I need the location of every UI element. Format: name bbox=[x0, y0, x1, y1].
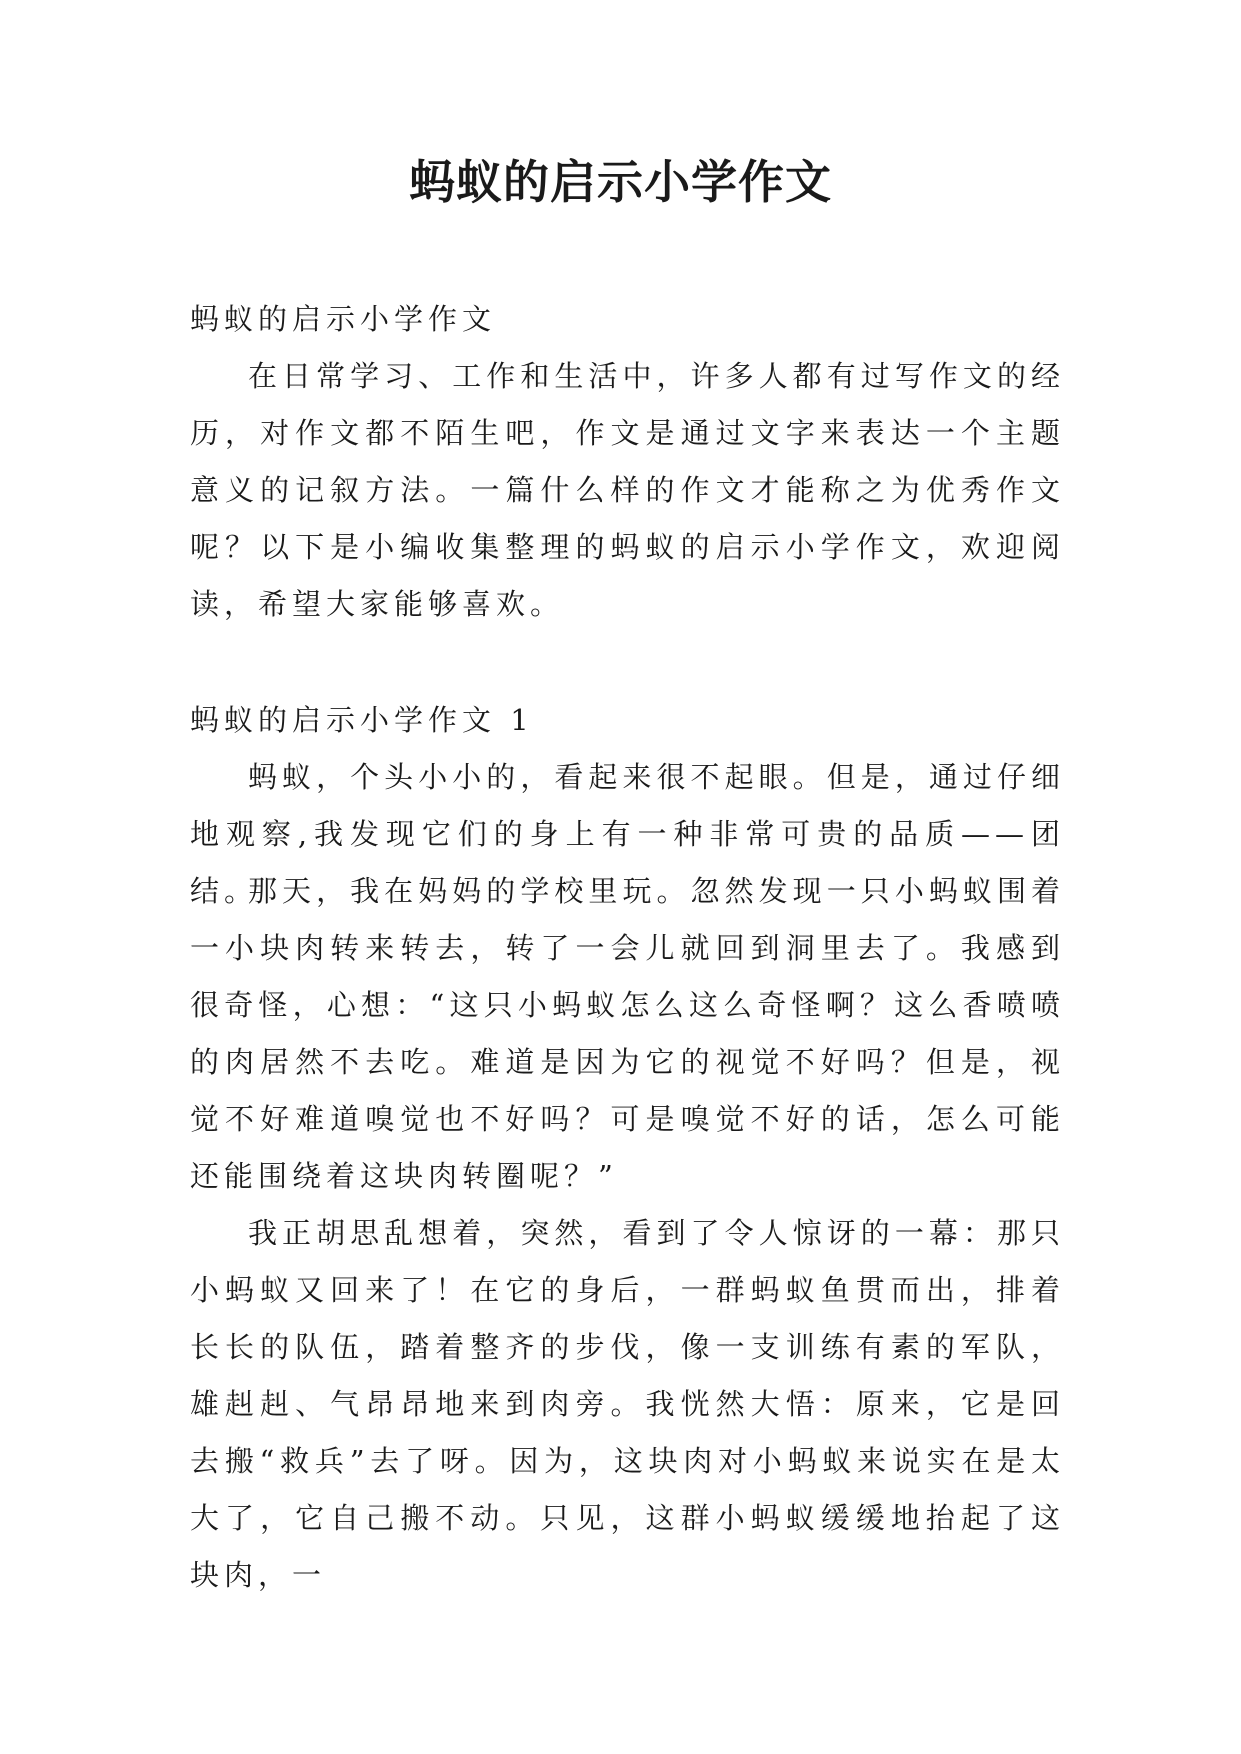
document-title: 蚂蚁的启示小学作文 bbox=[409, 155, 832, 209]
section-1-paragraph-2: 那天，我在妈妈的学校里玩。忽然发现一只小蚂蚁围着一小块肉转来转去，转了一会儿就回到洞里去了。我感到很奇怪，心想：“这只小蚂蚁怎么这么奇怪啊？这么香喷喷的肉居然不去吃。难道是因为它的视觉不好吗？但是，视觉不好难道嗅觉也不好吗？可是嗅觉不好的话，怎么可能还能围绕着这块肉转圈呢？” bbox=[190, 874, 1065, 1193]
section-1-heading: 蚂蚁的启示小学作文 1 bbox=[190, 703, 534, 737]
intro-heading: 蚂蚁的启示小学作文 bbox=[190, 302, 497, 336]
section-1-paragraph-1: 蚂蚁，个头小小的，看起来很不起眼。但是，通过仔细地观察,我发现它们的身上有一种非常可贵的品质——团结。 bbox=[190, 760, 1065, 908]
intro-paragraph: 在日常学习、工作和生活中，许多人都有过写作文的经历，对作文都不陌生吧，作文是通过文字来表达一个主题意义的记叙方法。一篇什么样的作文才能称之为优秀作文呢？以下是小编收集整理的蚂蚁的启示小学作文，欢迎阅读，希望大家能够喜欢。 bbox=[190, 359, 1065, 621]
section-1-paragraph-3: 我正胡思乱想着，突然，看到了令人惊讶的一幕：那只小蚂蚁又回来了！在它的身后，一群蚂蚁鱼贯而出，排着长长的队伍，踏着整齐的步伐，像一支训练有素的军队，雄赳赳、气昂昂地来到肉旁。我恍然大悟：原来，它是回去搬“救兵”去了呀。因为，这块肉对小蚂蚁来说实在是太大了，它自己搬不动。只见，这群小蚂蚁缓缓地抬起了这块肉，一 bbox=[190, 1216, 1065, 1592]
